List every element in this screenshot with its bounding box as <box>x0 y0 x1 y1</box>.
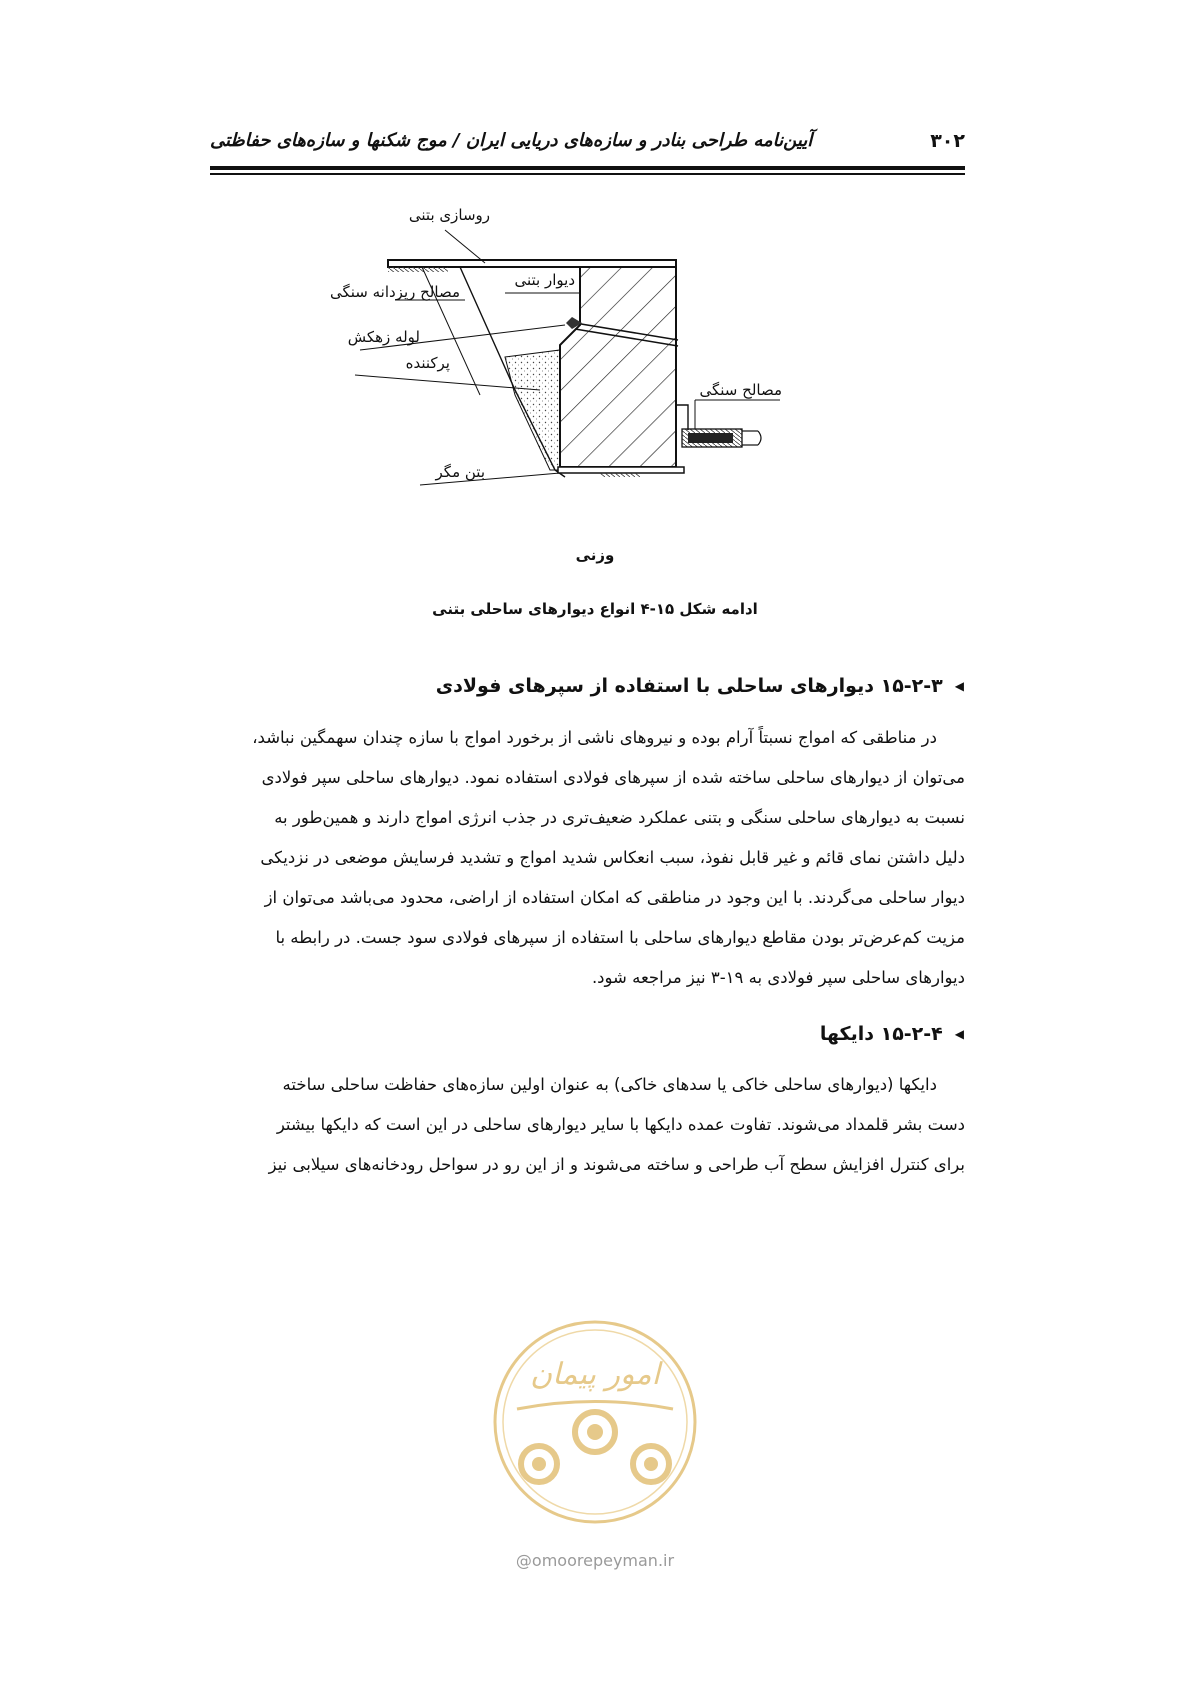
paragraph-dikes <box>210 1065 965 1185</box>
page-number: ۳۰۲ <box>930 130 965 152</box>
gear-hub-center <box>587 1424 603 1440</box>
paragraph-line: نسبت به دیوارهای ساحلی سنگی و بتنی عملکرد ضعیف‌تری در جذب انرژی امواج دارند و همین‌طور به <box>274 808 965 827</box>
concrete-cap-slab <box>388 260 676 267</box>
paragraph-line: می‌توان از دیوارهای ساحلی ساخته شده از سپرهای فولادی استفاده نمود. دیوارهای ساحلی سپر فولادی <box>261 768 965 787</box>
lean-concrete-base <box>558 467 684 473</box>
paragraph-steel-sheet-pile <box>210 718 965 998</box>
figure-caption: ادامه شکل ۱۵-۴ انواع دیوارهای ساحلی بتنی <box>432 600 758 618</box>
watermark-url: @omoorepeyman.ir <box>515 1551 675 1570</box>
label-fine-stone-material: مصالح ریزدانه سنگی <box>329 283 460 301</box>
base-soil-hatch <box>600 473 640 477</box>
seawall-cross-section-figure <box>310 205 870 535</box>
watermark-ring <box>495 1322 695 1522</box>
paragraph-line: دیوار ساحلی می‌گردند. با این وجود در مناطقی که امکان استفاده از اراضی، محدود می‌باشد می‌توان از <box>264 888 965 907</box>
paragraph-line: دیوارهای ساحلی سپر فولادی به ۱۹-۳ نیز مراجعه شود. <box>591 968 965 987</box>
filler-zone <box>505 350 560 470</box>
header-rule-thin <box>210 173 965 175</box>
label-concrete-wall: دیوار بتنی <box>514 271 575 289</box>
section-heading-text: ۱۵-۲-۴ دایکها <box>819 1023 943 1045</box>
watermark-logo-text: امور پیمان <box>530 1357 660 1392</box>
gear-icon <box>521 1412 669 1482</box>
section-heading-dikes <box>224 1023 964 1045</box>
toe-rock-core <box>688 433 733 443</box>
label-concrete-cap: روسازی بتنی <box>408 206 490 224</box>
running-title: آیین‌نامه طراحی بنادر و سازه‌های دریایی ایران / موج شکنها و سازه‌های حفاظتی <box>210 130 813 151</box>
gear-hub-right <box>644 1457 658 1471</box>
label-lean-concrete: بتن مگر <box>435 463 485 481</box>
concrete-wall-body <box>560 267 676 467</box>
ground-surface-hatch <box>388 267 448 272</box>
paragraph-line: در مناطقی که امواج نسبتاً آرام بوده و نیروهای ناشی از برخورد امواج با سازه چندان سهمگین نباشد، <box>252 728 937 747</box>
label-filler: پرکننده <box>405 354 450 372</box>
section-marker-icon: ◀ <box>954 679 964 693</box>
page-header <box>210 128 965 162</box>
label-stone-material: مصالح سنگی <box>699 381 782 399</box>
paragraph-line: دایکها (دیوارهای ساحلی خاکی یا سدهای خاکی) به عنوان اولین سازه‌های حفاظت ساحلی ساخته <box>282 1075 937 1094</box>
leader-concrete-cap <box>445 230 485 263</box>
paragraph-line: برای کنترل افزایش سطح آب طراحی و ساخته می‌شوند و از این رو در سواحل رودخانه‌های سیلابی نیز <box>268 1155 965 1174</box>
front-face-line <box>676 267 688 430</box>
figure-subtitle: وزنی <box>575 546 615 564</box>
section-heading-text: ۱۵-۲-۳ دیوارهای ساحلی با استفاده از سپرهای فولادی <box>435 675 943 697</box>
label-drain-pipe: لوله زهکش <box>347 328 420 346</box>
paragraph-line: مزیت کم‌عرض‌تر بودن مقاطع دیوارهای ساحلی با استفاده از سپرهای فولادی سود جست. در رابطه با <box>275 928 965 947</box>
paragraph-line: دست بشر قلمداد می‌شوند. تفاوت عمده دایکها با سایر دیوارهای ساحلی در این است که دایکها بیشتر <box>276 1115 965 1134</box>
paragraph-line: دلیل داشتن نمای قائم و غیر قابل نفوذ، سبب انعکاس شدید امواج و تشدید فرسایش موضعی در نزدیکی <box>260 848 965 867</box>
watermark-logo <box>487 1314 703 1584</box>
watermark-swoosh <box>517 1402 673 1410</box>
gear-hub-left <box>532 1457 546 1471</box>
section-heading-steel-sheet-pile <box>224 675 964 697</box>
section-marker-icon: ◀ <box>954 1027 964 1041</box>
header-rule-thick <box>210 166 965 170</box>
seabed-break <box>758 431 761 445</box>
